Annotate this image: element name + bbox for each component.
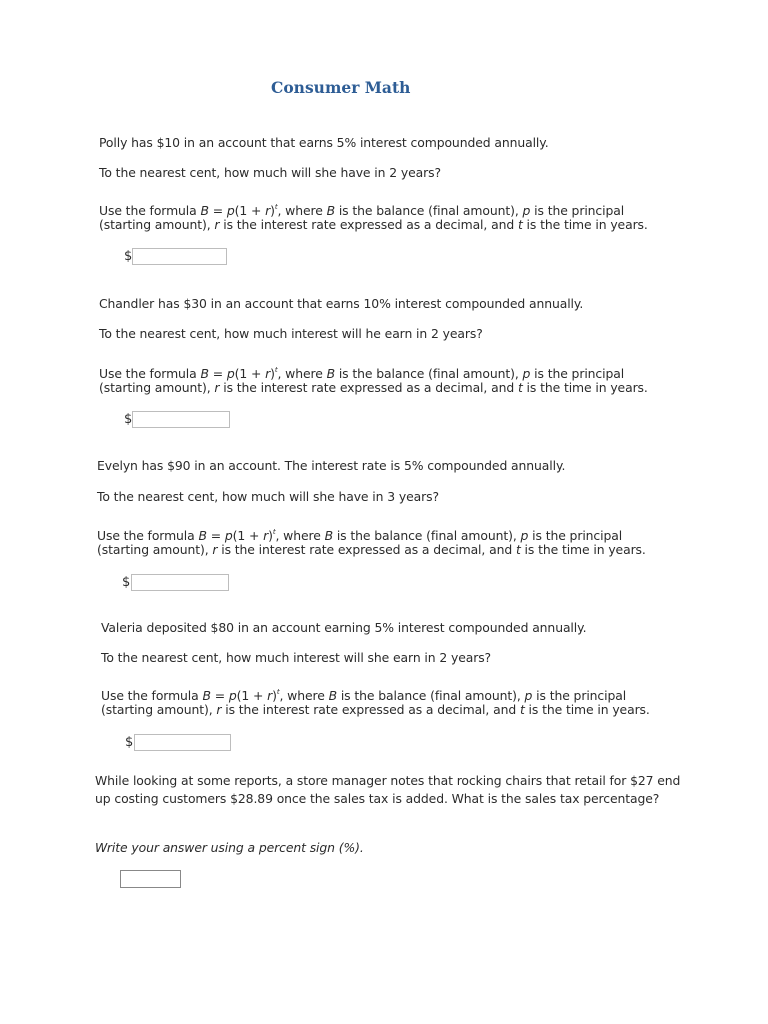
problem-1-stem: Polly has $10 in an account that earns 5% interest compounded annually. xyxy=(99,135,549,150)
tax-problem-instruction: Write your answer using a percent sign (%). xyxy=(95,840,364,855)
tax-answer-input[interactable] xyxy=(120,870,181,888)
problem-3-currency: $ xyxy=(122,575,131,590)
problem-4-formula-line2: (starting amount), r is the interest rate expressed as a decimal, and t is the time in years. xyxy=(101,702,650,717)
problem-1-question: To the nearest cent, how much will she have in 2 years? xyxy=(99,165,441,180)
tax-problem-stem: While looking at some reports, a store manager notes that rocking chairs that retail for $27 end up costing customers $28.89 once the sales tax is added. What is the sales tax percentage? xyxy=(95,773,681,806)
problem-2-answer-input[interactable] xyxy=(132,411,230,428)
problem-1-formula-line1: Use the formula $B = p(1 + r)^t$, where B is the balance (final amount), p is the principal xyxy=(99,203,625,218)
problem-3-formula-line2: (starting amount), r is the interest rate expressed as a decimal, and t is the time in years. xyxy=(97,542,646,557)
problem-1-currency: $ xyxy=(124,249,133,264)
problem-2-stem: Chandler has $30 in an account that earns 10% interest compounded annually. xyxy=(99,296,584,311)
problem-4-question: To the nearest cent, how much interest will she earn in 2 years? xyxy=(101,650,492,665)
problem-3-answer-input[interactable] xyxy=(131,574,229,591)
problem-3-question: To the nearest cent, how much will she have in 3 years? xyxy=(97,489,439,504)
problem-3-stem: Evelyn has $90 in an account. The interest rate is 5% compounded annually. xyxy=(97,458,566,473)
problem-4-currency: $ xyxy=(125,735,134,750)
problem-4-answer-input[interactable] xyxy=(134,734,231,751)
problem-4-formula-line1: Use the formula $B = p(1 + r)^t$, where B is the balance (final amount), p is the principal xyxy=(101,688,627,703)
page-title: Consumer Math xyxy=(271,78,411,97)
problem-2-formula-line1: Use the formula $B = p(1 + r)^t$, where B is the balance (final amount), p is the principal xyxy=(99,366,625,381)
problem-3-formula-line1: Use the formula $B = p(1 + r)^t$, where B is the balance (final amount), p is the principal xyxy=(97,528,623,543)
problem-2-question: To the nearest cent, how much interest will he earn in 2 years? xyxy=(99,326,483,341)
problem-1-formula-line2: (starting amount), r is the interest rate expressed as a decimal, and t is the time in years. xyxy=(99,217,648,232)
problem-4-stem: Valeria deposited $80 in an account earning 5% interest compounded annually. xyxy=(101,620,587,635)
problem-2-formula-line2: (starting amount), r is the interest rate expressed as a decimal, and t is the time in years. xyxy=(99,380,648,395)
problem-2-currency: $ xyxy=(124,412,133,427)
problem-1-answer-input[interactable] xyxy=(132,248,227,265)
